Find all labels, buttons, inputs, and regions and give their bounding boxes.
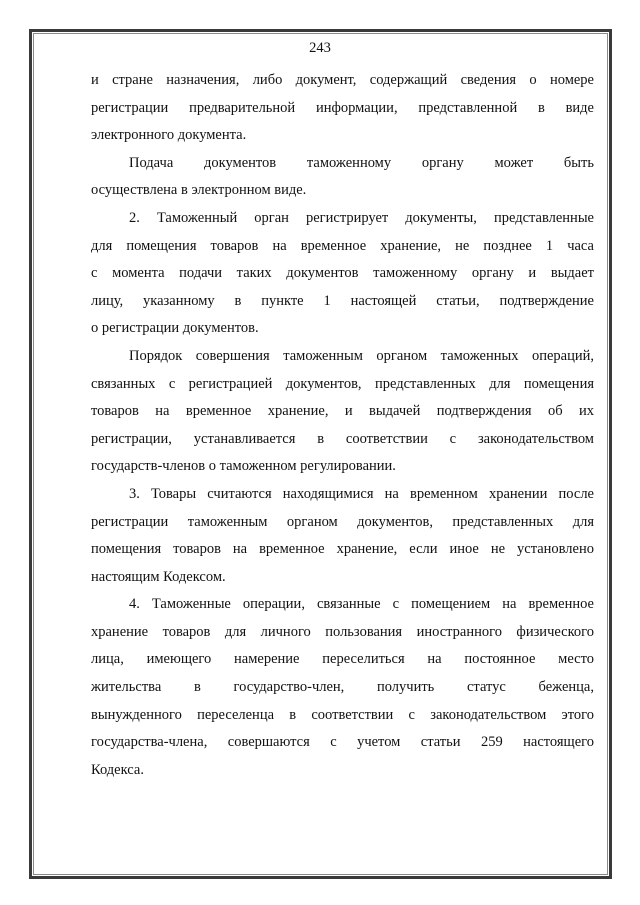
text-line: электронного документа. (91, 127, 247, 144)
paragraph-6 (91, 591, 594, 784)
text-line: государств-членов о таможенном регулировании. (91, 458, 396, 475)
text-line: Подача документов таможенному органу может быть (129, 154, 594, 171)
text-line: вынужденного переселенца в соответствии с законодательством этого (91, 706, 594, 723)
page-number: 243 (309, 40, 331, 56)
text-line: 2. Таможенный орган регистрирует документы, представленные (129, 209, 594, 226)
text-line: лица, имеющего намерение переселиться на постоянное место (91, 651, 594, 668)
text-line: Порядок совершения таможенным органом таможенных операций, (129, 347, 594, 364)
text-line: товаров на временное хранение, и выдачей подтверждения об их (91, 403, 594, 420)
paragraph-5 (91, 481, 594, 591)
text-line: осуществлена в электронном виде. (91, 182, 307, 199)
text-line: настоящим Кодексом. (91, 568, 226, 585)
text-line: с момента подачи таких документов таможенному органу и выдает (91, 265, 594, 282)
text-line: и стране назначения, либо документ, содержащий сведения о номере (91, 72, 594, 88)
text-line: для помещения товаров на временное хранение, не позднее 1 часа (91, 237, 594, 254)
text-line: 4. Таможенные операции, связанные с помещением на временное (129, 596, 594, 613)
text-line: о регистрации документов. (91, 320, 259, 337)
paragraph-4 (91, 343, 594, 481)
paragraph-1 (91, 67, 594, 150)
paragraph-2 (91, 150, 594, 205)
text-line: регистрации таможенным органом документов, представленных для (91, 513, 594, 530)
text-line: связанных с регистрацией документов, представленных для помещения (91, 375, 594, 392)
text-line: государства-члена, совершаются с учетом статьи 259 настоящего (91, 734, 594, 751)
text-line: регистрации предварительной информации, представленной в виде (91, 99, 594, 116)
text-line: Кодекса. (91, 761, 144, 778)
text-line: хранение товаров для личного пользования иностранного физического (91, 623, 594, 640)
text-line: помещения товаров на временное хранение, если иное не установлено (91, 541, 594, 558)
document-body (91, 67, 594, 784)
paragraph-3 (91, 205, 594, 343)
text-line: жительства в государство-член, получить статус беженца, (91, 679, 594, 696)
text-line: лицу, указанному в пункте 1 настоящей статьи, подтверждение (91, 292, 594, 309)
text-line: регистрации, устанавливается в соответствии с законодательством (91, 430, 594, 447)
text-line: 3. Товары считаются находящимися на временном хранении после (129, 485, 594, 502)
